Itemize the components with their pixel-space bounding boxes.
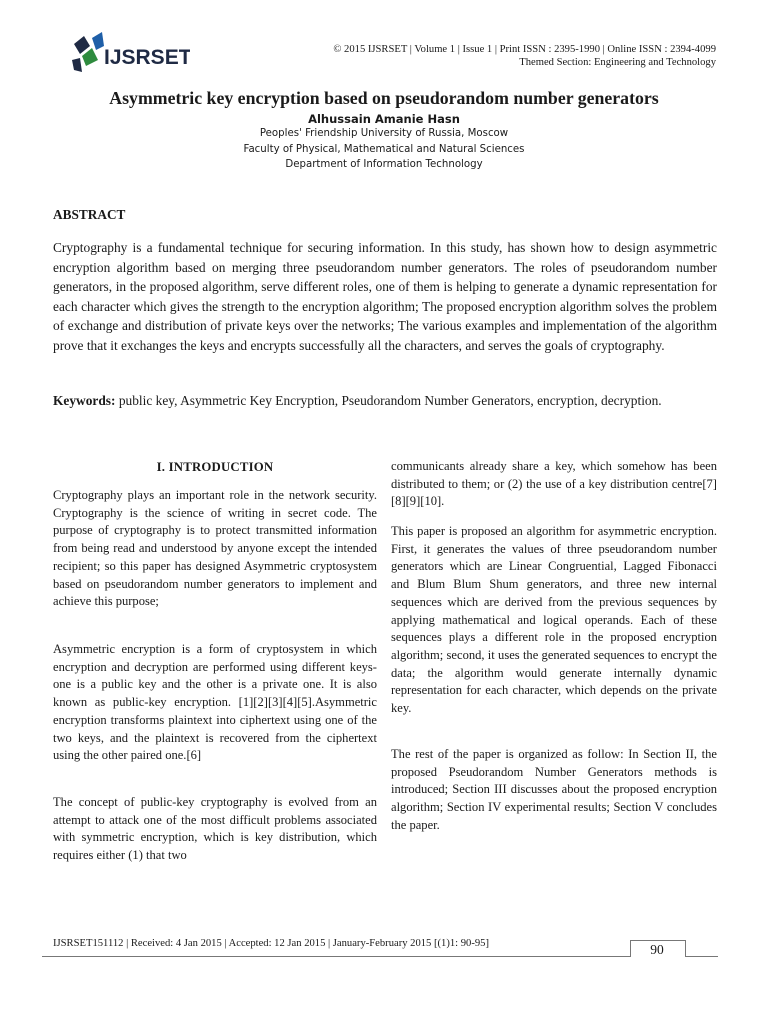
author-name: Alhussain Amanie Hasn: [308, 112, 460, 126]
intro-paragraph: The concept of public-key cryptography is evolved from an attempt to attack one of the most difficult problems associated with symmetric encryption, which is key distribution, which requires either (1) that two: [53, 795, 377, 863]
footer-citation: IJSRSET151112 | Received: 4 Jan 2015 | Accepted: 12 Jan 2015 | January-February 2015 [(1)1: 90-95]: [53, 938, 490, 949]
affiliation-university: Peoples' Friendship University of Russia, Moscow: [259, 128, 509, 139]
intro-paragraph: This paper is proposed an algorithm for asymmetric encryption. First, it generates the values of three pseudorandom number generators which are Linear Congruential, Lagged Fibonacci and Blum Blum Shum generators, and three new internal sequences which are derived from the previous sequences by applying mathematical and logical operands. Each of these sequences plays a different role in the proposed encryption algorithm; second, it uses the generated sequences to encrypt the data; the algorithm would generate internally dynamic representation for each character, which depends on the private key.: [391, 524, 717, 716]
logo-text: IJSRSET: [104, 46, 190, 69]
keywords-label: Keywords:: [53, 393, 116, 408]
themed-section-line: Themed Section: Engineering and Technology: [519, 57, 716, 68]
keywords-list: public key, Asymmetric Key Encryption, Pseudorandom Number Generators, encryption, decryption.: [118, 393, 662, 408]
intro-paragraph: Cryptography plays an important role in the network security. Cryptography is the science of writing in secret code. The purpose of cryptography is to protect transmitted information from being read and understood by anyone except the intended recipient; so this paper has designed Asymmetric cryptosystem based on pseudorandom number generators to implement and achieve this purpose;: [53, 488, 377, 609]
intro-paragraph: The rest of the paper is organized as follow: In Section II, the proposed Pseudorandom Number Generators methods is introduced; Section III discusses about the proposed encryption algorithm; Section IV experimental results; Section V concludes the paper.: [391, 747, 717, 832]
affiliation-faculty: Faculty of Physical, Mathematical and Natural Sciences: [243, 144, 525, 155]
abstract-heading: ABSTRACT: [53, 207, 126, 222]
logo-mark-icon: [72, 32, 104, 72]
page-number: 90: [650, 942, 664, 957]
intro-paragraph: communicants already share a key, which somehow has been distributed to them; or (2) the use of a key distribution centre[7][8][9][10].: [391, 459, 717, 509]
keywords: [53, 392, 717, 409]
intro-paragraph: Asymmetric encryption is a form of cryptosystem in which encryption and decryption are performed using different keys-one is a public key and the other is a private one. It is also known as public-key encryption. [1][2][3][4][5].Asymmetric encryption transforms plaintext into ciphertext using one of the two keys, and the plaintext is recovered from the ciphertext using the other paired one.[6]: [53, 642, 377, 763]
journal-logo: [70, 30, 190, 78]
paper-title: Asymmetric key encryption based on pseudorandom number generators: [109, 88, 659, 108]
abstract-text: Cryptography is a fundamental technique for securing information. In this study, has shown how to design asymmetric encryption algorithm based on merging three pseudorandom number generators. The roles of pseudorandom number generators, in the proposed algorithm, serve different roles, one of them is helping to generate a dynamic representation for each character which gives the strength to the encryption algorithm; The proposed encryption algorithm solves the problem of exchange and distribution of private keys over the networks; The various examples and implementation of the algorithm prove that it exchanges the keys and encrypts successfully all the characters, and serves the goals of cryptography.: [53, 240, 717, 353]
affiliation-department: Department of Information Technology: [285, 159, 483, 170]
footer-divider: [42, 956, 718, 957]
introduction-heading: I. INTRODUCTION: [156, 460, 274, 474]
journal-info-line: © 2015 IJSRSET | Volume 1 | Issue 1 | Print ISSN : 2395-1990 | Online ISSN : 2394-4099: [333, 44, 716, 55]
